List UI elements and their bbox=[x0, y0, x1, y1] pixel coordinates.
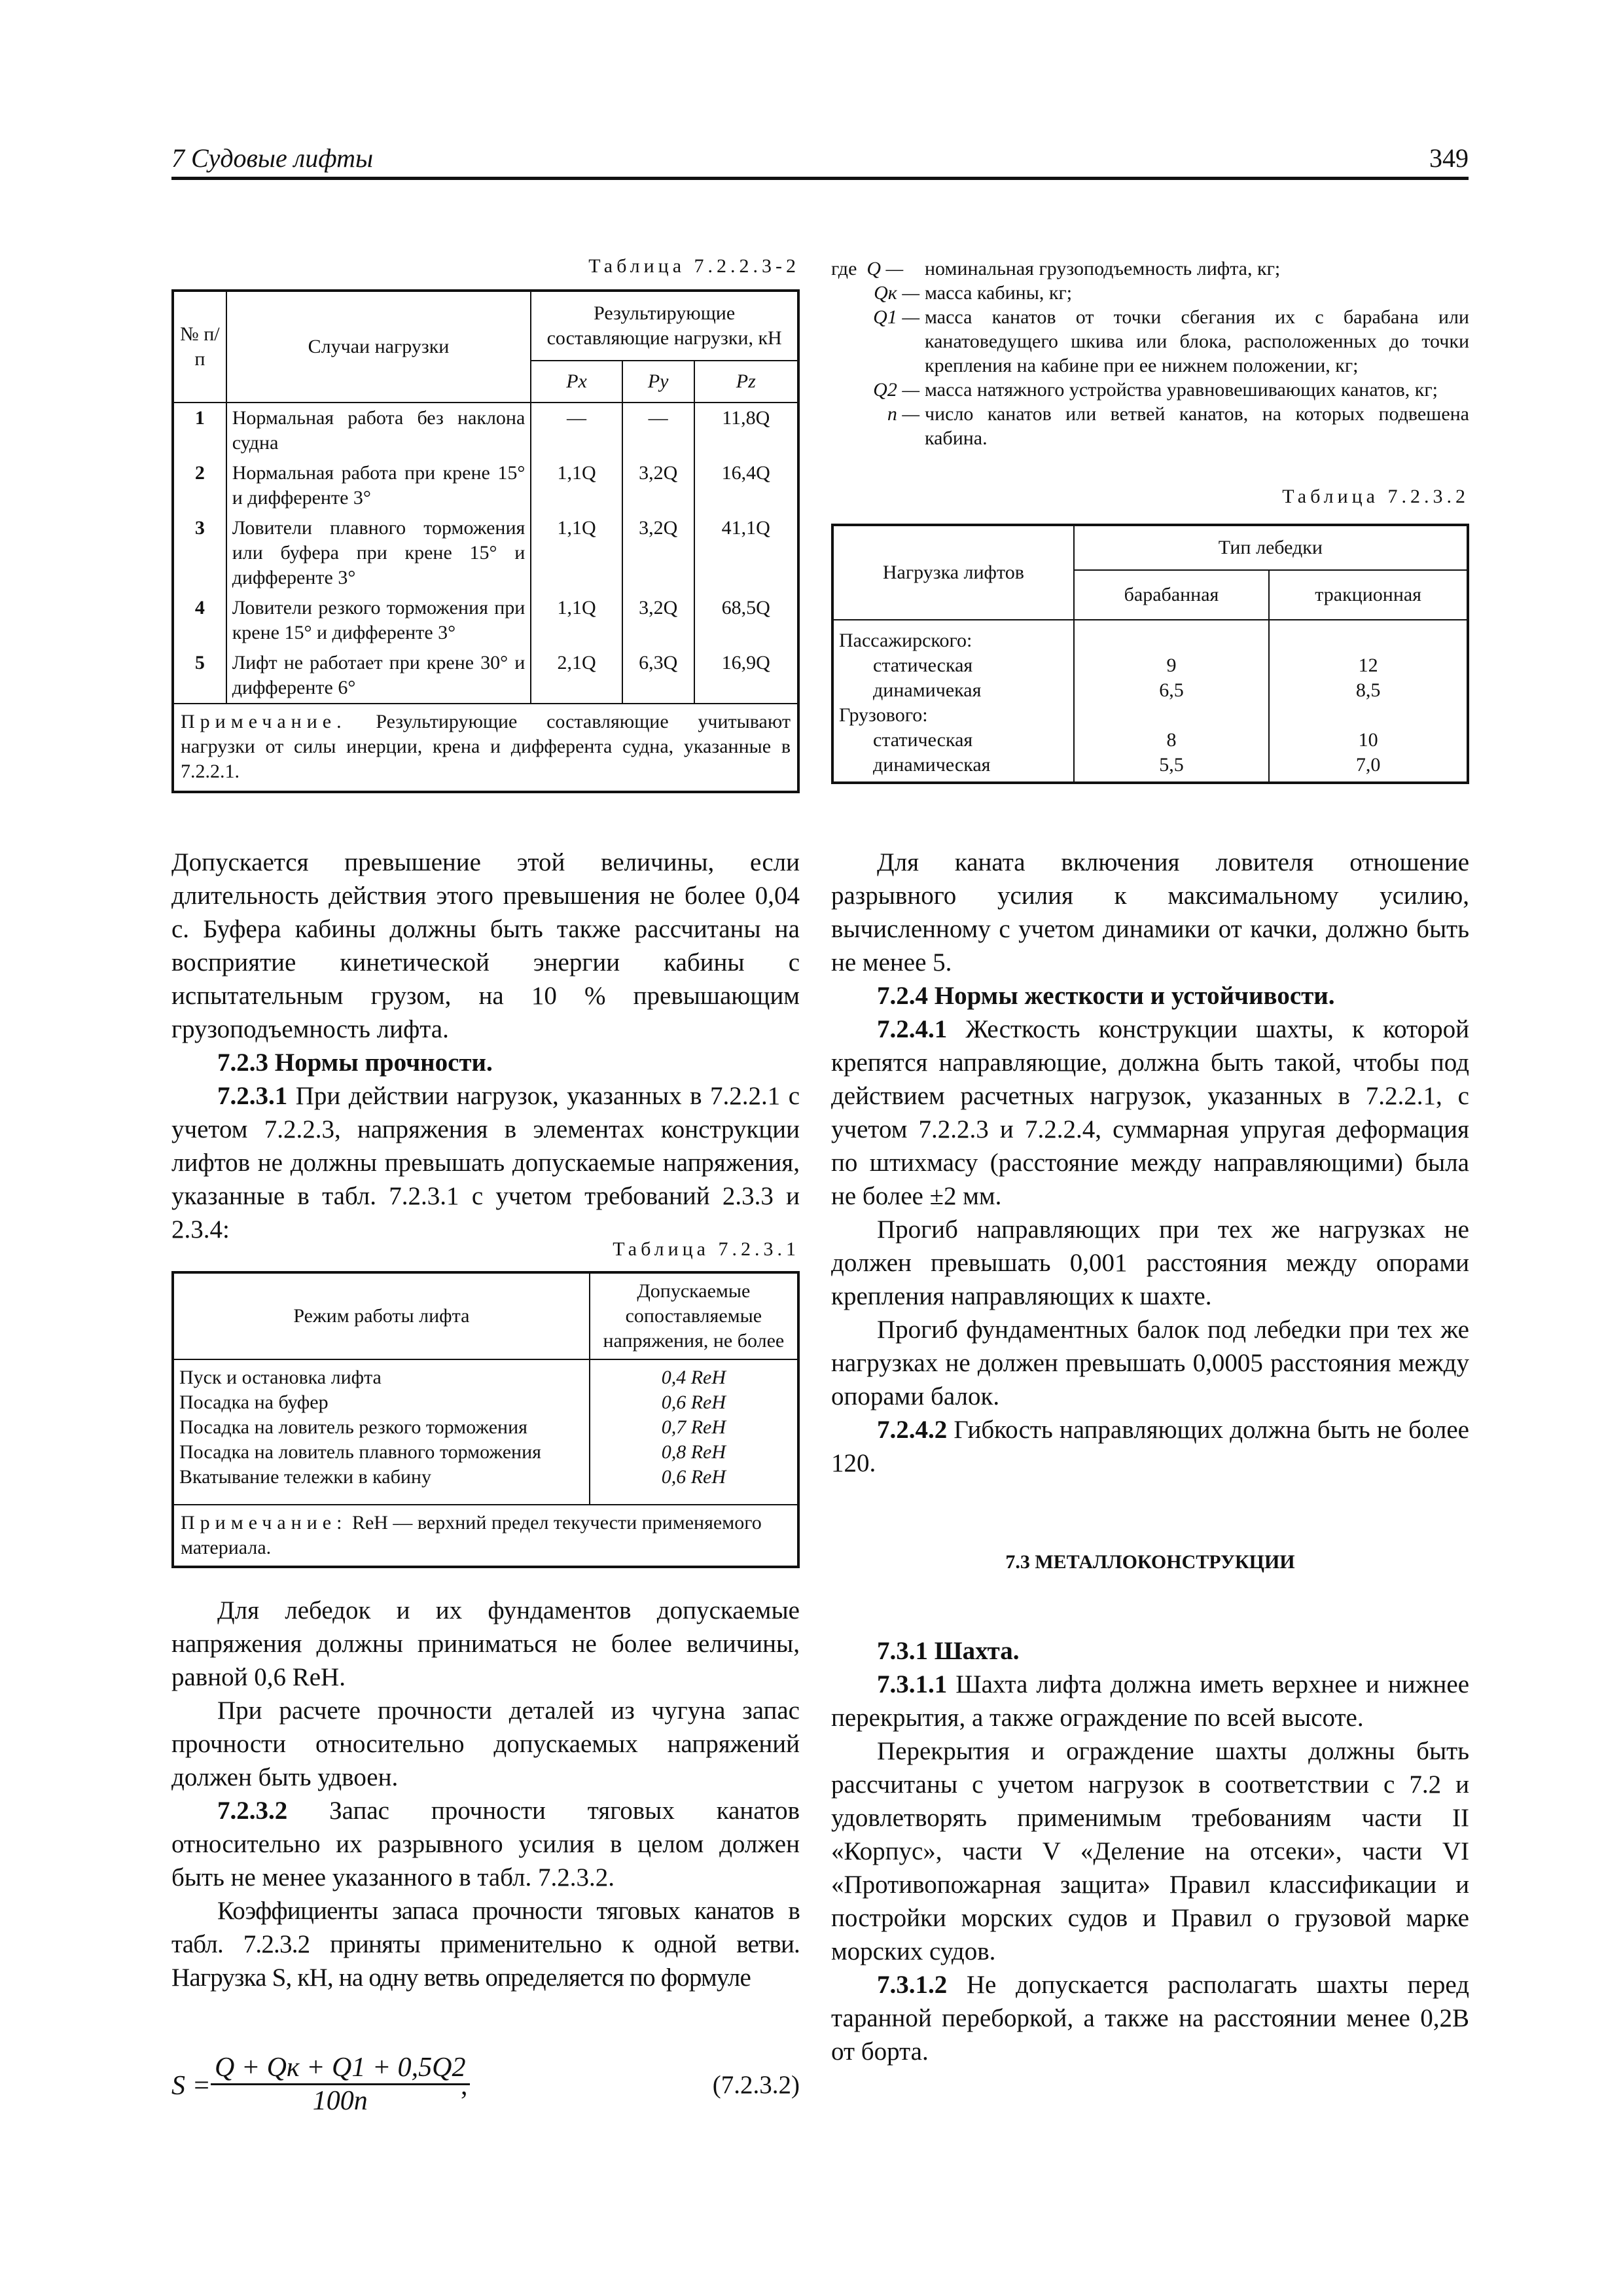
clause-text: Шахта лифта должна иметь верхнее и нижнее перекрытия, а также ограждение по всей высоте. bbox=[831, 1670, 1470, 1732]
row-px: 1,1Q bbox=[531, 593, 622, 648]
row-label: динамичекая bbox=[873, 679, 982, 701]
table3-note-row bbox=[173, 1505, 798, 1567]
header-rule bbox=[171, 177, 1469, 180]
legend-item bbox=[831, 378, 1469, 402]
paragraph bbox=[831, 1013, 1469, 1213]
clause-text: Гибкость направляющих должна быть не более 120. bbox=[831, 1416, 1469, 1477]
group-label: Пассажирского: bbox=[839, 630, 972, 651]
row-py: 3,2Q bbox=[622, 513, 694, 593]
legend-text: число канатов или ветвей канатов, на которых подвешена кабина. bbox=[925, 403, 1469, 449]
row-pz: 16,4Q bbox=[694, 458, 798, 513]
row-value: 0,4 ReH bbox=[590, 1359, 798, 1390]
legend-symbol: Qк — bbox=[874, 282, 919, 304]
row-number: 1 bbox=[194, 407, 205, 429]
row-px: 2,1Q bbox=[531, 648, 622, 704]
row-number: 5 bbox=[194, 652, 205, 673]
table1-h-pz: Pz bbox=[694, 361, 798, 403]
row-py: — bbox=[622, 403, 694, 458]
row-case: Нормальная работа без наклона судна bbox=[226, 403, 531, 458]
row-pz: 11,8Q bbox=[694, 403, 798, 458]
running-header: 7 Судовые лифты bbox=[171, 143, 374, 173]
table2-h-load: Нагрузка лифтов bbox=[882, 562, 1024, 583]
table-row bbox=[832, 753, 1468, 783]
left-column-upper bbox=[171, 846, 800, 1246]
table2-h-drum: барабанная bbox=[1074, 570, 1270, 620]
legend-intro: где bbox=[831, 258, 857, 279]
table1-note-text: Результирующие составляющие учитывают нагрузки от силы инерции, крена и дифферента судна, указанные в 7.2.2.1. bbox=[181, 711, 791, 782]
clause-number: 7.2.4.1 bbox=[877, 1015, 948, 1043]
row-case: Лифт не работает при крене 30° и дифференте 6° bbox=[226, 648, 531, 704]
formula-legend bbox=[831, 257, 1469, 450]
clause-number: 7.2.3.2 bbox=[217, 1797, 288, 1825]
formula-ref: (7.2.3.2) bbox=[712, 2071, 800, 2099]
row-case: Ловители плавного торможения или буфера при крене 15° и дифференте 3° bbox=[226, 513, 531, 593]
table1-h-case: Случаи нагрузки bbox=[226, 291, 531, 403]
clause-number: 7.2.4.2 bbox=[877, 1416, 948, 1444]
formula-denominator: 100n bbox=[312, 2086, 368, 2116]
table1-note bbox=[173, 704, 798, 792]
table1-h-py: Py bbox=[622, 361, 694, 403]
row-value: 0,7 ReH bbox=[590, 1415, 798, 1440]
table-row bbox=[832, 703, 1468, 728]
clause-number: 7.3.1.2 bbox=[877, 1971, 948, 1999]
clause-text: При действии нагрузок, указанных в 7.2.2.1 с учетом 7.2.2.3, напряжения в элементах конструкции лифтов не должны превышать допускаемые напряжения, указанные в табл. 7.2.3.1 с учетом требований 2.3.3 и 2.3.4: bbox=[171, 1082, 800, 1244]
table1-caption: Таблица 7.2.2.3-2 bbox=[588, 255, 800, 277]
right-column-upper bbox=[831, 846, 1469, 1480]
row-px: — bbox=[531, 403, 622, 458]
paragraph: Для лебедок и их фундаментов допускаемые напряжения должны приниматься не более величины, равной 0,6 ReH. bbox=[171, 1596, 800, 1691]
table-row bbox=[173, 1465, 798, 1505]
table2 bbox=[831, 524, 1469, 784]
section-heading: 7.3.1 Шахта. bbox=[877, 1637, 1020, 1665]
row-mode: Пуск и остановка лифта bbox=[179, 1367, 382, 1388]
row-value: 0,6 ReH bbox=[590, 1465, 798, 1505]
row-pz: 41,1Q bbox=[694, 513, 798, 593]
table-row bbox=[173, 403, 798, 458]
paragraph bbox=[171, 1794, 800, 1894]
paragraph: При расчете прочности деталей из чугуна запас прочности относительно допускаемых напряжений должен быть удвоен. bbox=[171, 1696, 800, 1791]
row-case: Ловители резкого торможения при крене 15° и дифференте 3° bbox=[226, 593, 531, 648]
paragraph: Прогиб фундаментных балок под лебедки при тех же нагрузках не должен превышать 0,0005 расстояния между опорами балок. bbox=[831, 1316, 1469, 1410]
legend-symbol: Q2 — bbox=[873, 379, 919, 401]
row-traction: 8,5 bbox=[1269, 678, 1468, 703]
table3 bbox=[171, 1271, 800, 1568]
row-traction: 7,0 bbox=[1269, 753, 1468, 783]
table-row bbox=[173, 648, 798, 704]
table-row bbox=[173, 593, 798, 648]
table2-h-traction: тракционная bbox=[1269, 570, 1468, 620]
row-drum: 9 bbox=[1074, 653, 1270, 678]
table-row bbox=[832, 620, 1468, 653]
row-pz: 16,9Q bbox=[694, 648, 798, 704]
row-mode: Посадка на ловитель плавного торможения bbox=[179, 1441, 541, 1463]
row-px: 1,1Q bbox=[531, 458, 622, 513]
paragraph bbox=[831, 1413, 1469, 1480]
table1 bbox=[171, 289, 800, 793]
table1-note-label: Примечание. bbox=[181, 711, 347, 732]
table3-header-row bbox=[173, 1272, 798, 1359]
table-row bbox=[173, 458, 798, 513]
row-label: динамическая bbox=[873, 754, 991, 776]
row-mode: Посадка на ловитель резкого торможения bbox=[179, 1416, 527, 1438]
table3-caption: Таблица 7.2.3.1 bbox=[613, 1238, 800, 1260]
row-py: 3,2Q bbox=[622, 593, 694, 648]
legend-symbol: n — bbox=[887, 403, 919, 425]
table3-h-mode: Режим работы лифта bbox=[293, 1305, 470, 1327]
left-column-lower bbox=[171, 1594, 800, 1994]
table2-h-type: Тип лебедки bbox=[1074, 525, 1468, 570]
legend-item bbox=[831, 257, 1469, 281]
formula-numerator: Q + Qк + Q1 + 0,5Q2 bbox=[211, 2052, 470, 2085]
legend-item bbox=[831, 402, 1469, 450]
table1-note-row bbox=[173, 704, 798, 792]
section-title: 7.3 МЕТАЛЛОКОНСТРУКЦИИ bbox=[1005, 1551, 1295, 1573]
table3-h-allowed: Допускаемые сопоставляемые напряжения, не более bbox=[590, 1272, 798, 1359]
row-traction: 10 bbox=[1269, 728, 1468, 753]
row-value: 0,6 ReH bbox=[590, 1390, 798, 1415]
row-case: Нормальная работа при крене 15° и дифференте 3° bbox=[226, 458, 531, 513]
legend-symbol: Q — bbox=[866, 258, 904, 279]
paragraph bbox=[171, 1079, 800, 1246]
table-row bbox=[173, 1359, 798, 1390]
table-row bbox=[832, 678, 1468, 703]
table-row bbox=[173, 1440, 798, 1465]
legend-item bbox=[831, 281, 1469, 305]
table-row bbox=[173, 1415, 798, 1440]
paragraph bbox=[831, 1668, 1469, 1734]
legend-symbol: Q1 — bbox=[873, 306, 919, 328]
clause-text: Не допускается располагать шахты перед таранной переборкой, а также на расстоянии менее 0,2В от борта. bbox=[831, 1971, 1469, 2066]
clause-text: Жесткость конструкции шахты, к которой крепятся направляющие, должна быть такой, чтобы под действием расчетных нагрузок, указанных в 7.2.2.1, с учетом 7.2.2.3 и 7.2.2.4, суммарная упругая деформация по штихмасу (расстояние между направляющими) была не более ±2 мм. bbox=[831, 1015, 1469, 1210]
paragraph: Для каната включения ловителя отношение разрывного усилия к максимальному усилию, вычисленному с учетом динамики от качки, должно быть не менее 5. bbox=[831, 848, 1469, 977]
row-label: статическая bbox=[873, 729, 973, 751]
table-row bbox=[832, 728, 1468, 753]
table1-h-result: Результирующие составляющие нагрузки, кН bbox=[531, 291, 798, 361]
row-number: 2 bbox=[194, 462, 205, 484]
paragraph: Коэффициенты запаса прочности тяговых канатов в табл. 7.2.3.2 приняты применительно к одной ветви. Нагрузка S, кН, на одну ветвь определяется по формуле bbox=[171, 1897, 800, 1992]
row-mode: Вкатывание тележки в кабину bbox=[179, 1466, 431, 1488]
page-number: 349 bbox=[1429, 143, 1469, 173]
table3-note-text: ReH — верхний предел текучести применяемого материала. bbox=[181, 1512, 762, 1558]
row-value: 0,8 ReH bbox=[590, 1440, 798, 1465]
row-drum: 5,5 bbox=[1074, 753, 1270, 783]
clause-number: 7.3.1.1 bbox=[877, 1670, 948, 1698]
table1-h-px: Px bbox=[531, 361, 622, 403]
row-py: 3,2Q bbox=[622, 458, 694, 513]
section-heading: 7.2.4 Нормы жесткости и устойчивости. bbox=[877, 982, 1335, 1010]
paragraph: Прогиб направляющих при тех же нагрузках не должен превышать 0,001 расстояния между опорами крепления направляющих к шахте. bbox=[831, 1215, 1469, 1310]
formula-lhs: S = bbox=[171, 2071, 211, 2101]
table3-note bbox=[173, 1505, 798, 1567]
table-row bbox=[173, 1390, 798, 1415]
table2-caption: Таблица 7.2.3.2 bbox=[1282, 486, 1469, 507]
paragraph: Перекрытия и ограждение шахты должны быть рассчитаны с учетом нагрузок в соответствии с 7.2 и удовлетворять применимым требованиям части II «Корпус», части V «Деление на отсеки», части VI «Противопожарная защита» Правил классификации и постройки морских судов и Правил о грузовой марке морских судов. bbox=[831, 1737, 1469, 1965]
table-row bbox=[832, 653, 1468, 678]
formula-fraction bbox=[211, 2052, 470, 2117]
table3-note-label: Примечание: bbox=[181, 1512, 348, 1534]
formula-comma: , bbox=[461, 2071, 468, 2101]
legend-text: масса канатов от точки сбегания их с барабана или канатоведущего шкива или блока, расположенных до точки крепления на кабине при ее нижнем положении, кг; bbox=[925, 306, 1469, 376]
table2-header-row bbox=[832, 525, 1468, 570]
table-row bbox=[173, 513, 798, 593]
paragraph bbox=[831, 1968, 1469, 2068]
clause-text: Запас прочности тяговых канатов относительно их разрывного усилия в целом должен быть не менее указанного в табл. 7.2.3.2. bbox=[171, 1797, 800, 1892]
legend-item bbox=[831, 305, 1469, 378]
legend-text: масса кабины, кг; bbox=[925, 282, 1073, 304]
group-label: Грузового: bbox=[839, 704, 928, 726]
row-drum: 8 bbox=[1074, 728, 1270, 753]
row-number: 3 bbox=[194, 517, 205, 539]
right-column-lower bbox=[831, 1634, 1469, 2068]
table1-h-num: № п/п bbox=[180, 323, 220, 370]
legend-text: масса натяжного устройства уравновешивающих канатов, кг; bbox=[925, 379, 1438, 401]
row-pz: 68,5Q bbox=[694, 593, 798, 648]
row-drum: 6,5 bbox=[1074, 678, 1270, 703]
row-number: 4 bbox=[194, 597, 205, 619]
paragraph: Допускается превышение этой величины, если длительность действия этого превышения не более 0,04 с. Буфера кабины должны быть также рассчитаны на восприятие кинетической энергии кабины с испытательным грузом, на 10 % превышающим грузоподъемность лифта. bbox=[171, 848, 800, 1043]
section-heading: 7.2.3 Нормы прочности. bbox=[217, 1049, 493, 1077]
row-px: 1,1Q bbox=[531, 513, 622, 593]
clause-number: 7.2.3.1 bbox=[217, 1082, 288, 1110]
row-py: 6,3Q bbox=[622, 648, 694, 704]
row-label: статическая bbox=[873, 655, 973, 676]
table1-header-row bbox=[173, 291, 798, 361]
legend-text: номинальная грузоподъемность лифта, кг; bbox=[925, 258, 1281, 279]
row-traction: 12 bbox=[1269, 653, 1468, 678]
row-mode: Посадка на буфер bbox=[179, 1391, 329, 1413]
formula-7-2-3-2 bbox=[171, 2052, 800, 2124]
